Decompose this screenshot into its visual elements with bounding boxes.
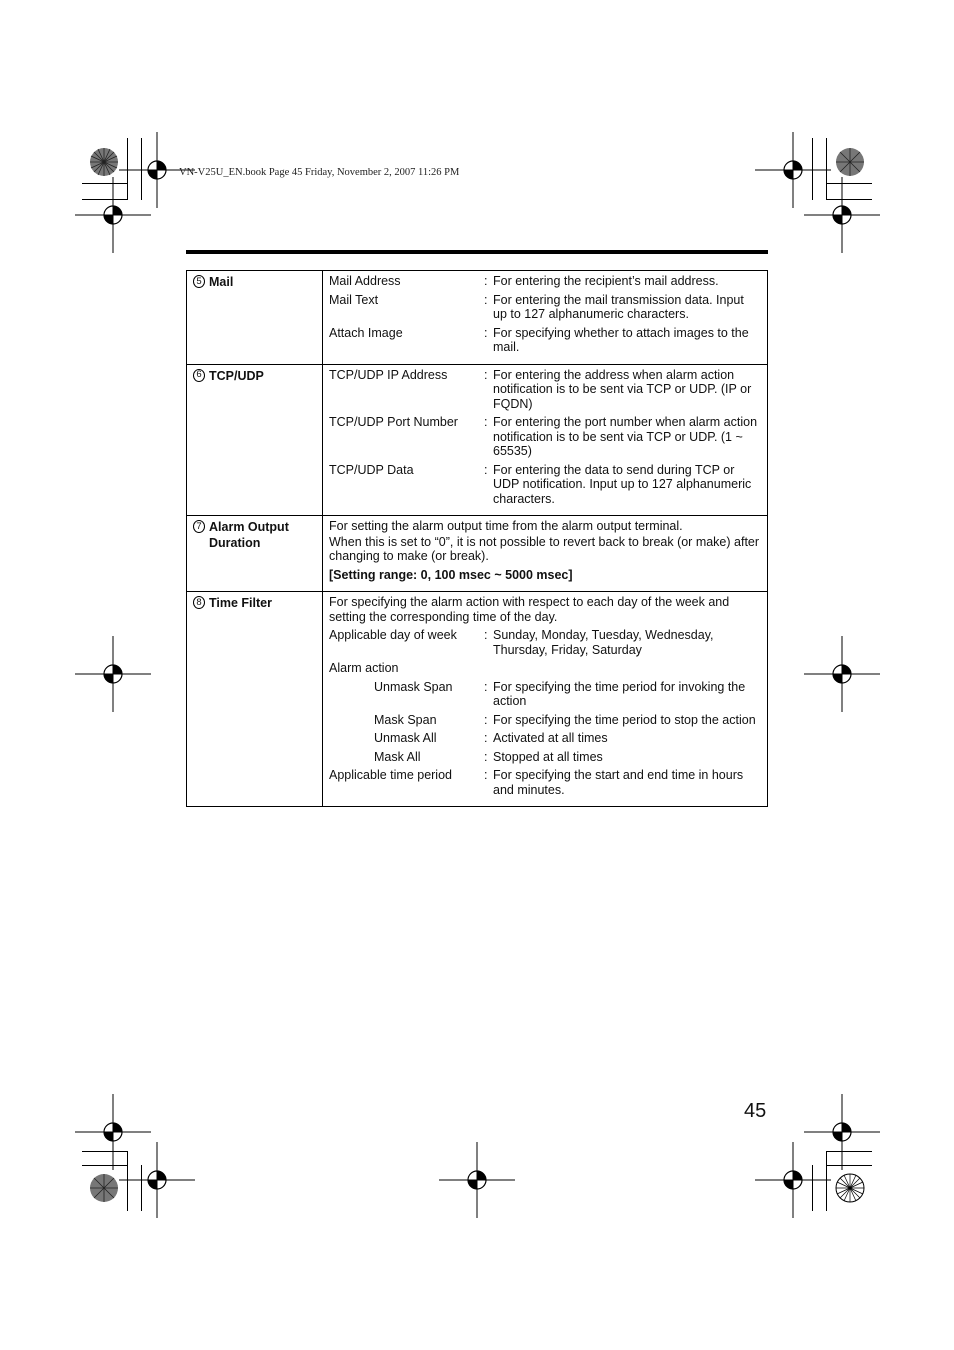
setting-label: TCP/UDP Data — [329, 462, 414, 477]
setting-description: For entering the address when alarm action notification is to be sent via TCP or UDP. (IP or FQDN) — [493, 367, 752, 411]
description-text: For specifying the alarm action with respect to each day of the week and setting the corresponding time of the day. — [329, 595, 730, 624]
setting-description: For specifying the time period for invoking the action — [493, 679, 746, 708]
setting-description: Stopped at all times — [493, 749, 603, 764]
setting-description: For specifying whether to attach images to the mail. — [493, 325, 749, 354]
setting-description: Activated at all times — [493, 731, 608, 745]
setting-label: Alarm action — [329, 661, 399, 675]
crosshair-mark-icon — [119, 1142, 195, 1218]
description-text: When this is set to “0”, it is not possible to revert back to break (or make) after changing to make (or break). — [329, 534, 760, 563]
setting-range: [Setting range: 0, 100 msec ~ 5000 msec] — [329, 567, 573, 582]
setting-label: TCP/UDP Port Number — [329, 415, 458, 429]
setting-label: Mail Address — [329, 274, 401, 288]
table-row: 8 Time Filter For specifying the alarm action with respect to each day of the week and setting the corresponding time of the day. Applicable day of week : Sunday, Monday, Tuesday, Wednesday, Thursday, Friday, Saturday Alarm action Unmask Span : For specifying the time period for invoking the action Mask Span : For specifying the time period to stop the action Unmask All : Activated at all times Mask All : Stopped at all times Applicable time period : For specifying the start and end time in hours and minutes. — [187, 592, 768, 807]
crosshair-mark-icon — [804, 177, 880, 253]
table-row — [187, 516, 768, 592]
setting-description: For specifying the time period to stop the action — [493, 712, 756, 727]
setting-label: Attach Image — [329, 325, 403, 340]
setting-label: Mask Span — [374, 712, 437, 727]
crosshair-mark-icon — [439, 1142, 515, 1218]
settings-table — [186, 270, 768, 807]
crosshair-mark-icon — [755, 1142, 831, 1218]
print-header: VN-V25U_EN.book Page 45 Friday, November 2, 2007 11:26 PM — [179, 167, 460, 178]
crosshair-mark-icon — [804, 636, 880, 712]
setting-description: For entering the recipient’s mail address. — [493, 274, 719, 288]
description-text: For setting the alarm output time from the alarm output terminal. — [329, 519, 683, 533]
setting-description: For entering the data to send during TCP or UDP notification. Input up to 127 alphanumeric characters. — [493, 462, 752, 506]
top-rule — [186, 250, 768, 254]
setting-description: For specifying the start and end time in hours and minutes. — [493, 768, 744, 797]
item-number-badge: 8 — [193, 596, 205, 609]
registration-starburst-icon — [834, 146, 866, 178]
setting-label: TCP/UDP IP Address — [329, 367, 448, 382]
section-title: TCP/UDP — [209, 368, 264, 383]
page-number: 45 — [744, 1100, 767, 1122]
registration-starburst-icon — [88, 1172, 120, 1204]
setting-description: Sunday, Monday, Tuesday, Wednesday, Thursday, Friday, Saturday — [493, 628, 714, 657]
table-row: 5 Mail Mail Address : For entering the recipient’s mail address. Mail Text : For entering the mail transmission data. Input up to 127 alphanumeric characters. Attach Image : For specifying whether to attach images to the mail. — [187, 271, 768, 365]
registration-starburst-icon — [88, 146, 120, 178]
setting-label: Applicable time period — [329, 768, 452, 782]
setting-label: Unmask Span — [374, 679, 453, 694]
setting-label: Mask All — [374, 749, 421, 764]
item-number-badge: 7 — [193, 520, 205, 533]
setting-label: Mail Text — [329, 292, 379, 307]
setting-description: For entering the port number when alarm action notification is to be sent via TCP or UDP. (1 ~ 65535) — [493, 415, 758, 458]
crosshair-mark-icon — [75, 636, 151, 712]
setting-label: Unmask All — [374, 731, 437, 745]
item-number-badge: 5 — [193, 275, 205, 288]
setting-description: For entering the mail transmission data. Input up to 127 alphanumeric characters. — [493, 292, 744, 321]
registration-starburst-icon — [834, 1172, 866, 1204]
crosshair-mark-icon — [75, 177, 151, 253]
setting-label: Applicable day of week — [329, 628, 457, 642]
section-title: Mail — [209, 275, 234, 289]
section-title: Alarm Output Duration — [209, 520, 289, 550]
section-title: Time Filter — [209, 596, 272, 610]
item-number-badge: 6 — [193, 369, 205, 382]
table-row: 6 TCP/UDP TCP/UDP IP Address : For entering the address when alarm action notification is to be sent via TCP or UDP. (IP or FQDN) TCP/UDP Port Number : For entering the port number when alarm action notification is to be sent via TCP or UDP. (1 ~ 65535) TCP/UDP Data : For entering the data to send during TCP or UDP notification. Input up to 127 alphanumeric characters. — [187, 364, 768, 516]
